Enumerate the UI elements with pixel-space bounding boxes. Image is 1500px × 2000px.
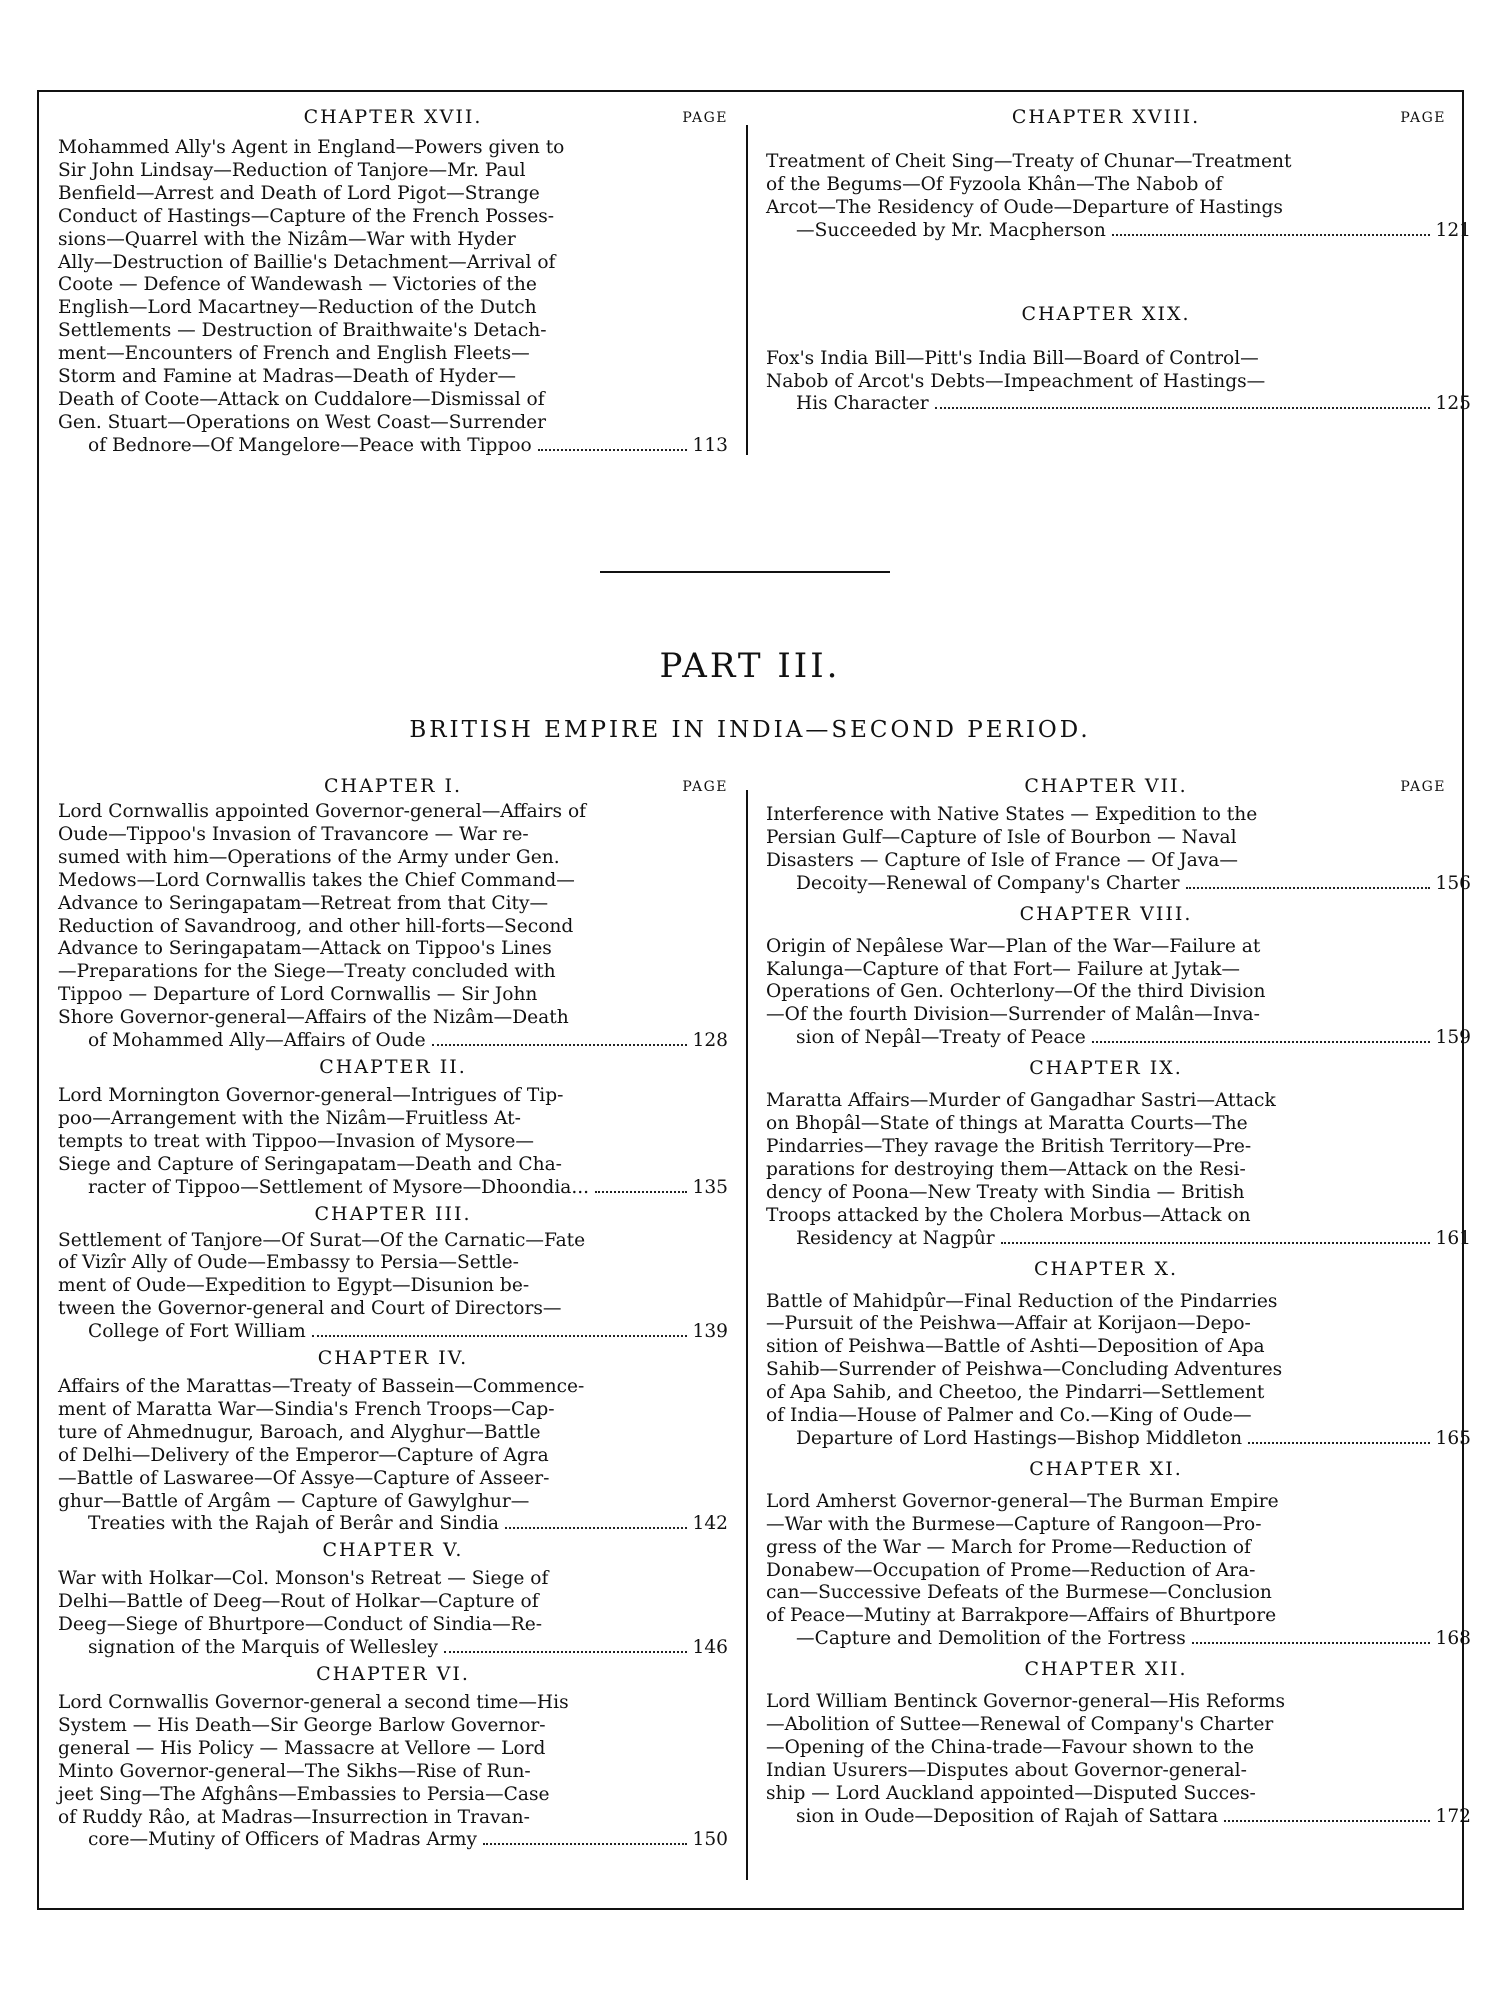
entry-line: Benfield—Arrest and Death of Lord Pigot—Strange xyxy=(58,182,540,204)
entry-line: Arcot—The Residency of Oude—Departure of Hastings xyxy=(766,196,1283,218)
entry-line: jeet Sing—The Afghâns—Embassies to Persia—Case xyxy=(58,1783,550,1805)
entry-line: signation of the Marquis of Wellesley xyxy=(88,1637,439,1659)
entry-line: of Apa Sahib, and Cheetoo, the Pindarri—Settlement xyxy=(766,1382,1265,1404)
dot-leader xyxy=(483,1843,687,1845)
dot-leader xyxy=(432,1044,687,1046)
entry-line: tempts to treat with Tippoo—Invasion of Mysore— xyxy=(58,1130,534,1152)
dot-leader xyxy=(1224,1820,1429,1822)
page-column-label: PAGE xyxy=(682,110,728,126)
chapter-entry xyxy=(58,1568,728,1660)
entry-line: sion in Oude—Deposition of Rajah of Sattara xyxy=(796,1805,1219,1827)
entry-last-line xyxy=(796,1027,1471,1050)
chapter-entry xyxy=(58,1085,728,1200)
chapter-title: CHAPTER III. xyxy=(314,1202,472,1225)
entry-line: Reduction of Savandroog, and other hill-forts—Second xyxy=(58,915,574,937)
chapter-entry xyxy=(766,1691,1471,1828)
entry-line: of Ruddy Râo, at Madras—Insurrection in Travan- xyxy=(58,1806,530,1828)
entry-last-line xyxy=(796,1428,1471,1451)
chapter-heading xyxy=(58,1662,728,1686)
entry-line: Advance to Seringapatam—Retreat from that City— xyxy=(58,892,549,914)
entry-line: ghur—Battle of Argâm — Capture of Gawylghur— xyxy=(58,1490,530,1512)
page-column-label: PAGE xyxy=(1400,110,1446,126)
entry-line: War with Holkar—Col. Monson's Retreat — Siege of xyxy=(58,1568,549,1590)
entry-line: Departure of Lord Hastings—Bishop Middleton xyxy=(796,1427,1243,1449)
entry-line: can—Successive Defeats of the Burmese—Conclusion xyxy=(766,1582,1272,1604)
entry-last-line xyxy=(88,435,728,458)
top-right-column xyxy=(766,105,1471,416)
entry-line: of Peace—Mutiny at Barrakpore—Affairs of Bhurtpore xyxy=(766,1605,1277,1627)
chapter-entry xyxy=(58,1376,728,1536)
entry-line: —Of the fourth Division—Surrender of Malân—Inva- xyxy=(766,1004,1260,1026)
page-column-label: PAGE xyxy=(1400,779,1446,795)
page-number: 121 xyxy=(1435,219,1471,241)
chapter-heading xyxy=(58,1538,728,1562)
page-number: 159 xyxy=(1435,1027,1471,1049)
entry-line: Conduct of Hastings—Capture of the French Posses- xyxy=(58,205,555,227)
entry-line: of Delhi—Delivery of the Emperor—Capture of Agra xyxy=(58,1444,549,1466)
entry-line: Donabew—Occupation of Prome—Reduction of Ara- xyxy=(766,1559,1256,1581)
entry-line: Fox's India Bill—Pitt's India Bill—Board of Control— xyxy=(766,347,1259,369)
dot-leader xyxy=(1001,1242,1430,1244)
entry-line: His Character xyxy=(796,393,929,415)
page-number: 156 xyxy=(1435,872,1471,894)
entry-last-line xyxy=(796,873,1471,896)
entry-line: of Vizîr Ally of Oude—Embassy to Persia—Settle- xyxy=(58,1252,519,1274)
entry-line: Shore Governor-general—Affairs of the Nizâm—Death xyxy=(58,1007,569,1029)
chapter-entry xyxy=(766,348,1471,417)
page-number: 139 xyxy=(692,1321,728,1343)
top-left-column xyxy=(58,105,728,458)
entry-line: gress of the War — March for Prome—Reduction of xyxy=(766,1536,1251,1558)
dot-leader xyxy=(1092,1041,1430,1043)
entry-line: Gen. Stuart—Operations on West Coast—Surrender xyxy=(58,411,547,433)
entry-line: dency of Poona—New Treaty with Sindia — British xyxy=(766,1181,1245,1203)
chapter-heading xyxy=(766,302,1446,326)
chapter-title: CHAPTER XVIII. xyxy=(1011,106,1201,128)
chapter-heading xyxy=(766,1457,1446,1481)
chapter-heading xyxy=(766,1257,1446,1281)
chapter-heading xyxy=(766,1056,1446,1080)
entry-line: College of Fort William xyxy=(88,1321,306,1343)
bottom-left-column xyxy=(58,774,728,1852)
entry-line: Lord Mornington Governor-general—Intrigues of Tip- xyxy=(58,1084,564,1106)
part-subtitle: BRITISH EMPIRE IN INDIA—SECOND PERIOD. xyxy=(409,717,1091,743)
entry-last-line xyxy=(88,1030,728,1053)
entry-line: Ally—Destruction of Baillie's Detachment—Arrival of xyxy=(58,251,556,273)
entry-line: Nabob of Arcot's Debts—Impeachment of Hastings— xyxy=(766,370,1266,392)
dot-leader xyxy=(1112,234,1430,236)
chapter-title: CHAPTER XII. xyxy=(1024,1658,1188,1681)
entry-line: Deeg—Siege of Bhurtpore—Conduct of Sindia—Re- xyxy=(58,1614,542,1636)
section-separator xyxy=(600,571,890,573)
entry-line: Mohammed Ally's Agent in England—Powers given to xyxy=(58,137,565,158)
entry-line: racter of Tippoo—Settlement of Mysore—Dhoondia... xyxy=(88,1176,590,1198)
entry-line: poo—Arrangement with the Nizâm—Fruitless At- xyxy=(58,1107,521,1129)
entry-line: —Battle of Laswaree—Of Assye—Capture of Asseer- xyxy=(58,1467,550,1489)
chapter-heading xyxy=(766,902,1446,926)
entry-line: Treatment of Cheit Sing—Treaty of Chunar—Treatment xyxy=(766,151,1292,172)
entry-line: —Succeeded by Mr. Macpherson xyxy=(796,219,1106,241)
bottom-right-column xyxy=(766,774,1471,1829)
page-number: 113 xyxy=(692,434,728,456)
entry-last-line xyxy=(796,393,1471,416)
page-number: 125 xyxy=(1435,393,1471,415)
entry-line: sions—Quarrel with the Nizâm—War with Hyder xyxy=(58,228,516,250)
entry-line: —Pursuit of the Peishwa—Affair at Korijaon—Depo- xyxy=(766,1313,1251,1335)
entry-line: Lord Cornwallis Governor-general a second time—His xyxy=(58,1692,569,1713)
entry-line: Sahib—Surrender of Peishwa—Concluding Adventures xyxy=(766,1359,1283,1381)
entry-line: Treaties with the Rajah of Berâr and Sindia xyxy=(88,1513,499,1535)
entry-line: Pindarries—They ravage the British Territory—Pre- xyxy=(766,1135,1252,1157)
entry-line: —War with the Burmese—Capture of Rangoon—Pro- xyxy=(766,1513,1262,1535)
chapter-entry xyxy=(766,936,1471,1051)
chapter-entry xyxy=(766,1291,1471,1451)
entry-line: ment of Oude—Expedition to Egypt—Disunion be- xyxy=(58,1275,530,1297)
page-number: 172 xyxy=(1435,1805,1471,1827)
dot-leader xyxy=(312,1335,687,1337)
chapter-title: CHAPTER VII. xyxy=(1024,775,1188,797)
chapter-title: CHAPTER XI. xyxy=(1029,1457,1183,1480)
entry-line: Decoity—Renewal of Company's Charter xyxy=(796,872,1180,894)
page-column-label: PAGE xyxy=(682,779,728,795)
page-number: 161 xyxy=(1435,1227,1471,1249)
entry-last-line xyxy=(796,1628,1471,1651)
chapter-title: CHAPTER V. xyxy=(322,1539,464,1562)
entry-line: Persian Gulf—Capture of Isle of Bourbon — Naval xyxy=(766,826,1237,848)
entry-line: tween the Governor-general and Court of Directors— xyxy=(58,1298,562,1320)
entry-last-line xyxy=(796,220,1471,243)
entry-line: sion of Nepâl—Treaty of Peace xyxy=(796,1027,1086,1049)
chapter-title: CHAPTER VI. xyxy=(316,1663,470,1685)
entry-last-line xyxy=(88,1177,728,1200)
entry-line: Delhi—Battle of Deeg—Rout of Holkar—Capture of xyxy=(58,1591,539,1613)
entry-line: Death of Coote—Attack on Cuddalore—Dismissal of xyxy=(58,388,545,410)
dot-leader xyxy=(935,407,1430,409)
entry-line: System — His Death—Sir George Barlow Governor- xyxy=(58,1714,546,1736)
chapter-heading xyxy=(766,105,1446,129)
chapter-entry xyxy=(766,804,1471,896)
entry-line: Advance to Seringapatam—Attack on Tippoo's Lines xyxy=(58,938,552,960)
top-column-divider xyxy=(746,125,748,455)
entry-line: Coote — Defence of Wandewash — Victories of the xyxy=(58,274,537,296)
entry-line: Indian Usurers—Disputes about Governor-general- xyxy=(766,1759,1247,1781)
entry-line: sition of Peishwa—Battle of Ashti—Deposition of Apa xyxy=(766,1336,1265,1358)
entry-last-line xyxy=(88,1829,728,1852)
entry-line: general — His Policy — Massacre at Vellore — Lord xyxy=(58,1737,546,1759)
entry-line: English—Lord Macartney—Reduction of the Dutch xyxy=(58,297,537,319)
entry-line: Sir John Lindsay—Reduction of Tanjore—Mr. Paul xyxy=(58,159,526,181)
dot-leader xyxy=(595,1191,686,1193)
dot-leader xyxy=(505,1527,687,1529)
entry-line: Troops attacked by the Cholera Morbus—Attack on xyxy=(766,1204,1251,1226)
chapter-title: CHAPTER VIII. xyxy=(1019,902,1193,925)
bottom-rule xyxy=(37,1908,1463,1910)
entry-line: Settlements — Destruction of Braithwaite's Detach- xyxy=(58,320,547,342)
entry-last-line xyxy=(796,1228,1471,1251)
page-number: 150 xyxy=(692,1829,728,1851)
page-number: 168 xyxy=(1435,1628,1471,1650)
entry-line: Interference with Native States — Expedition to the xyxy=(766,804,1258,825)
entry-line: Minto Governor-general—The Sikhs—Rise of Run- xyxy=(58,1760,531,1782)
dot-leader xyxy=(444,1651,686,1653)
page-number: 135 xyxy=(692,1176,728,1198)
entry-line: Origin of Nepâlese War—Plan of the War—Failure at xyxy=(766,935,1261,957)
top-rule xyxy=(37,90,1463,92)
entry-line: ship — Lord Auckland appointed—Disputed Succes- xyxy=(766,1782,1256,1804)
page-number: 128 xyxy=(692,1030,728,1052)
chapter-title: CHAPTER II. xyxy=(319,1055,467,1078)
dot-leader xyxy=(538,449,687,451)
chapter-entry xyxy=(58,1230,728,1345)
chapter-entry xyxy=(766,151,1471,243)
page-number: 142 xyxy=(692,1513,728,1535)
entry-line: —Opening of the China-trade—Favour shown to the xyxy=(766,1737,1254,1758)
entry-line: Storm and Famine at Madras—Death of Hyder— xyxy=(58,366,516,388)
left-rule xyxy=(37,90,39,1910)
chapter-entry xyxy=(766,1090,1471,1250)
page-number: 146 xyxy=(692,1637,728,1659)
entry-line: core—Mutiny of Officers of Madras Army xyxy=(88,1829,477,1851)
part-title: PART III. xyxy=(659,646,841,686)
dot-leader xyxy=(1248,1442,1429,1444)
entry-line: Lord William Bentinck Governor-general—His Reforms xyxy=(766,1691,1286,1713)
entry-line: Operations of Gen. Ochterlony—Of the third Division xyxy=(766,981,1266,1003)
entry-last-line xyxy=(796,1806,1471,1829)
entry-last-line xyxy=(88,1513,728,1536)
entry-line: ment—Encounters of French and English Fleets— xyxy=(58,343,530,365)
bottom-column-divider xyxy=(746,790,748,1880)
chapter-entry xyxy=(58,1692,728,1852)
entry-line: Medows—Lord Cornwallis takes the Chief Command— xyxy=(58,869,575,891)
chapter-heading xyxy=(58,1055,728,1079)
entry-last-line xyxy=(88,1321,728,1344)
chapter-title: CHAPTER X. xyxy=(1033,1257,1179,1280)
chapter-heading xyxy=(58,105,728,129)
chapter-heading xyxy=(58,1202,728,1226)
chapter-title: CHAPTER XIX. xyxy=(1021,302,1191,325)
entry-line: Oude—Tippoo's Invasion of Travancore — War re- xyxy=(58,823,529,845)
chapter-title: CHAPTER IX. xyxy=(1029,1057,1183,1080)
entry-line: Kalunga—Capture of that Fort— Failure at Jytak— xyxy=(766,958,1241,980)
entry-line: of Bednore—Of Mangelore—Peace with Tippoo xyxy=(88,434,532,456)
chapter-heading xyxy=(766,1657,1446,1681)
entry-line: Residency at Nagpûr xyxy=(796,1227,995,1249)
entry-line: Settlement of Tanjore—Of Surat—Of the Carnatic—Fate xyxy=(58,1229,586,1251)
entry-line: of India—House of Palmer and Co.—King of Oude— xyxy=(766,1405,1252,1427)
chapter-heading xyxy=(766,774,1446,798)
chapter-heading xyxy=(58,1346,728,1370)
entry-line: Lord Cornwallis appointed Governor-general—Affairs of xyxy=(58,801,587,822)
chapter-title: CHAPTER XVII. xyxy=(303,106,483,128)
entry-line: parations for destroying them—Attack on the Resi- xyxy=(766,1158,1246,1180)
chapter-heading xyxy=(58,774,728,798)
entry-line: Affairs of the Marattas—Treaty of Bassein—Commence- xyxy=(58,1376,585,1398)
entry-line: of Mohammed Ally—Affairs of Oude xyxy=(88,1030,426,1052)
entry-line: sumed with him—Operations of the Army under Gen. xyxy=(58,846,560,868)
dot-leader xyxy=(1186,887,1430,889)
entry-last-line xyxy=(88,1637,728,1660)
chapter-entry xyxy=(766,1491,1471,1651)
entry-line: Siege and Capture of Seringapatam—Death and Cha- xyxy=(58,1153,562,1175)
entry-line: ment of Maratta War—Sindia's French Troops—Cap- xyxy=(58,1398,555,1420)
entry-line: Tippoo — Departure of Lord Cornwallis — Sir John xyxy=(58,984,538,1006)
entry-line: Battle of Mahidpûr—Final Reduction of the Pindarries xyxy=(766,1290,1278,1312)
chapter-entry xyxy=(58,137,728,458)
entry-line: Disasters — Capture of Isle of France — Of Java— xyxy=(766,849,1238,871)
entry-line: —Abolition of Suttee—Renewal of Company's Charter xyxy=(766,1714,1274,1736)
chapter-title: CHAPTER I. xyxy=(323,775,463,797)
dot-leader xyxy=(1192,1642,1430,1644)
entry-line: ture of Ahmednugur, Baroach, and Alyghur—Battle xyxy=(58,1421,541,1443)
entry-line: —Capture and Demolition of the Fortress xyxy=(796,1628,1186,1650)
page-number: 165 xyxy=(1435,1427,1471,1449)
entry-line: on Bhopâl—State of things at Maratta Courts—The xyxy=(766,1113,1248,1135)
entry-line: —Preparations for the Siege—Treaty concluded with xyxy=(58,961,556,983)
entry-line: Lord Amherst Governor-general—The Burman Empire xyxy=(766,1490,1279,1512)
chapter-title: CHAPTER IV. xyxy=(317,1347,469,1370)
entry-line: Maratta Affairs—Murder of Gangadhar Sastri—Attack xyxy=(766,1090,1276,1112)
chapter-entry xyxy=(58,801,728,1053)
entry-line: of the Begums—Of Fyzoola Khân—The Nabob of xyxy=(766,173,1223,195)
